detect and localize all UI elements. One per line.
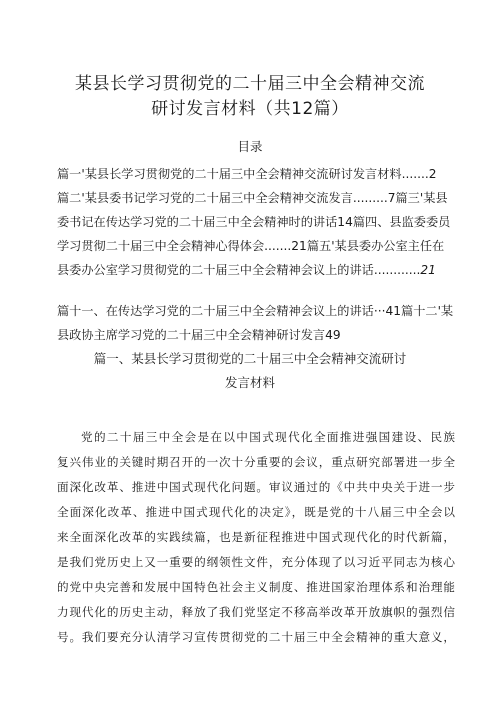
toc-line-text: 篇二'某县委书记学习党的二十届三中全会精神交流发言.........7篇三'某县 [57, 191, 448, 205]
toc-line[interactable] [57, 238, 457, 254]
section-title-line-1: 篇一、某县长学习贯彻党的二十届三中全会精神交流研讨 [93, 351, 407, 366]
toc-page-number: 21 [420, 263, 436, 277]
body-line: 号。我们要充分认清学习宣传贯彻党的二十届三中全会精神的重大意义， [57, 630, 455, 644]
body-line: 的党中央完善和发展中国特色社会主义制度、推进国家治理体系和治理能 [57, 580, 455, 594]
body-line: 是我们党历史上又一重要的纲领性文件，充分体现了以习近平同志为核心 [57, 555, 455, 569]
toc-line-text: 篇一'某县长学习贯彻党的二十届三中全会精神交流研讨发言材料.......2 [57, 167, 437, 181]
toc-heading: 目录 [237, 139, 263, 154]
toc-line[interactable] [57, 214, 457, 230]
section-title-line-2: 发言材料 [224, 375, 275, 390]
document-title-line-2: 研讨发言材料（共12篇） [151, 99, 349, 119]
toc-line[interactable] [57, 262, 457, 278]
toc-line-text: 篇十一、在传达学习党的二十届三中全会精神会议上的讲话···41篇十二'某 [57, 304, 454, 318]
toc-line-text: 县政协主席学习党的二十届三中全会精神研讨发言49 [57, 328, 341, 342]
body-line: 来全面深化改革的实践续篇，也是新征程推进中国式现代化的时代新篇， [57, 530, 455, 544]
body-line: 党的二十届三中全会是在以中国式现代化全面推进强国建设、民族 [81, 430, 455, 444]
toc-line[interactable] [57, 327, 457, 343]
body-line: 面深化改革、推进中国式现代化问题。审议通过的《中共中央关于进一步 [57, 480, 455, 494]
toc-line[interactable] [57, 190, 457, 206]
toc-line[interactable] [57, 166, 457, 182]
body-line: 力现代化的历史主动，释放了我们党坚定不移高举改革开放旗帜的强烈信 [57, 605, 455, 619]
toc-line-text: 委书记在传达学习党的二十届三中全会精神时的讲话14篇四、县监委委员 [57, 215, 451, 229]
document-title-line-1: 某县长学习贯彻党的二十届三中全会精神交流 [75, 74, 425, 94]
toc-line-text: 县委办公室学习贯彻党的二十届三中全会精神会议上的讲话............ [57, 263, 421, 277]
toc-line-text: 学习贯彻二十届三中全会精神心得体会.......21篇五'某县委办公室主任在 [57, 239, 445, 253]
body-line: 全面深化改革、推进中国式现代化的决定》，既是党的十八届三中全会以 [57, 505, 455, 519]
toc-line[interactable] [57, 303, 457, 319]
body-line: 复兴伟业的关键时期召开的一次十分重要的会议，重点研究部署进一步全 [57, 455, 455, 469]
